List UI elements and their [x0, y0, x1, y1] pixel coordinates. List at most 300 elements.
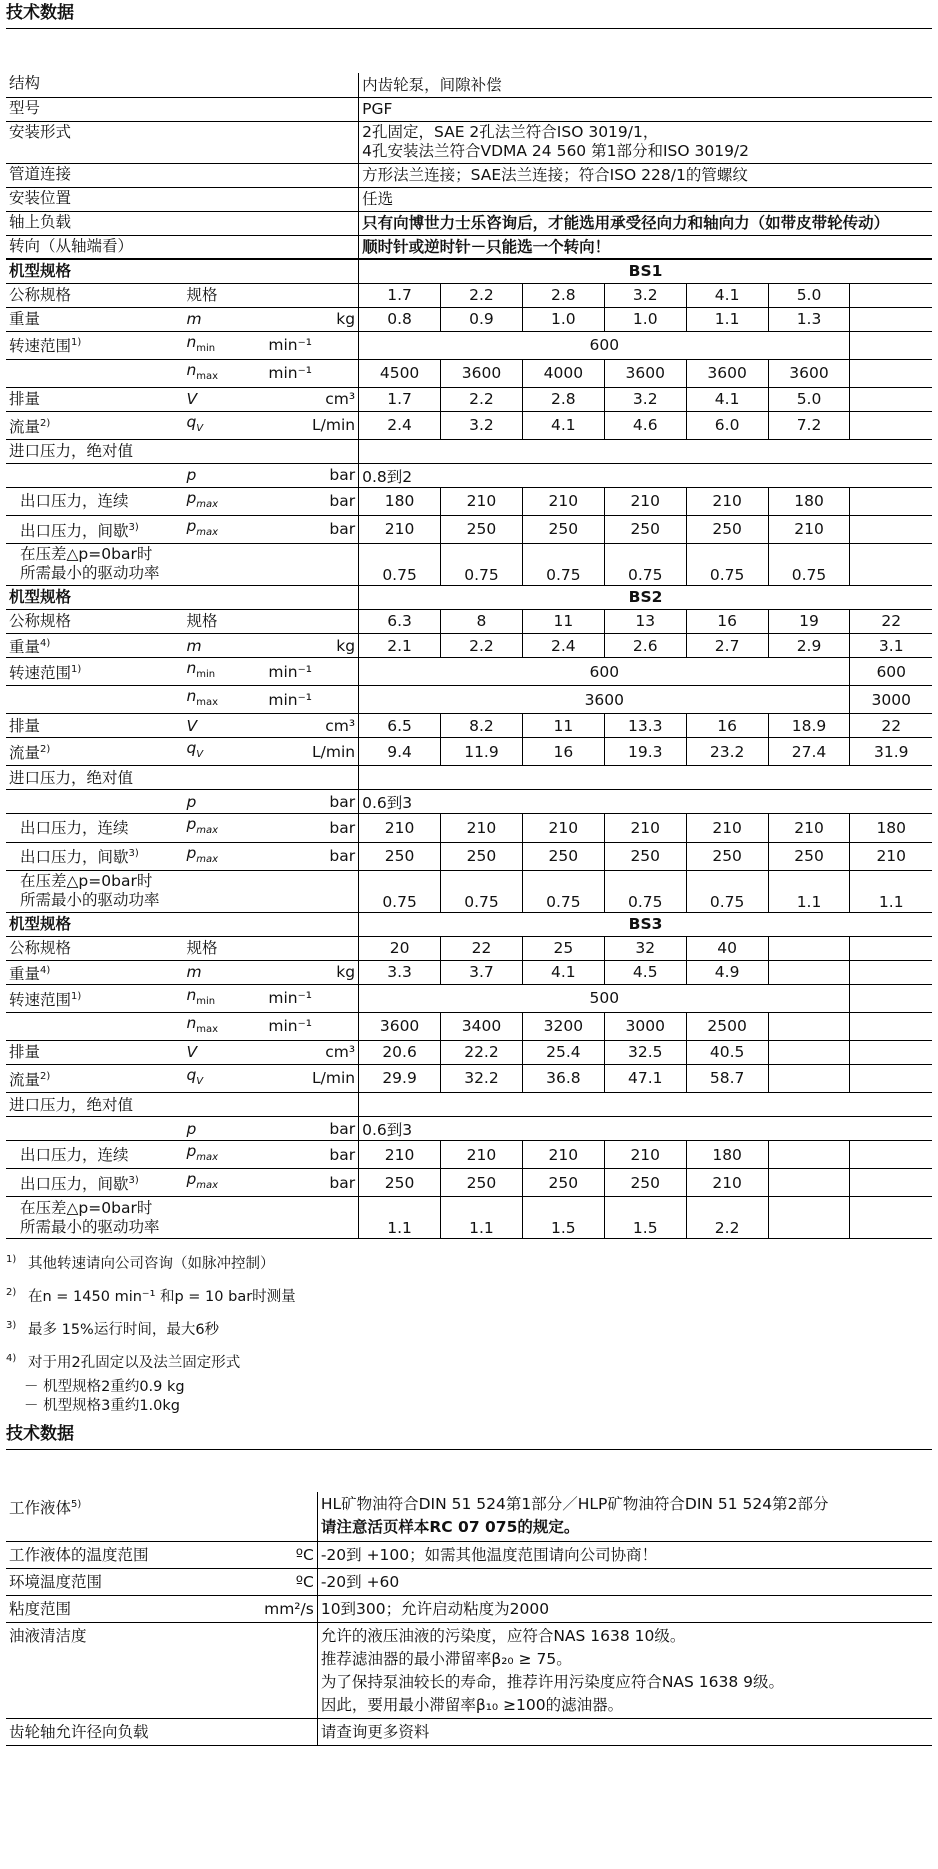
frame-row [6, 259, 932, 283]
row-value: 0.75 [686, 870, 768, 912]
row-value [850, 936, 932, 960]
row-label: 油液清洁度 [6, 1623, 237, 1719]
row-value: 210 [686, 814, 768, 842]
row-value: 2.4 [359, 411, 441, 439]
value-line: 因此，要用最小滞留率β₁₀ ≥100的滤油器。 [320, 1695, 624, 1714]
row-value: 1.7 [359, 283, 441, 307]
row-unit: bar [265, 842, 358, 870]
row-symbol: $n_{max}$ [183, 359, 265, 387]
row-label: 重量 [6, 307, 183, 331]
fluid-row [6, 1596, 932, 1623]
power-label-line: 所需最小的驱动功率 [20, 1217, 160, 1236]
general-row [6, 121, 932, 163]
row-value [768, 1040, 850, 1064]
row-value: 210 [522, 814, 604, 842]
row-value: 210 [604, 814, 686, 842]
row-value: 3200 [522, 1012, 604, 1040]
row-unit: cm³ [265, 714, 358, 738]
row-value: 1.0 [604, 307, 686, 331]
row-value: 0.6到3 [359, 1117, 932, 1141]
fluid-row [6, 1623, 932, 1719]
footnote-sub: － 机型规格2重约0.9 kg [24, 1378, 185, 1395]
row-value [359, 1093, 932, 1117]
general-row [6, 73, 932, 97]
row-value [768, 1141, 850, 1169]
row-label [6, 359, 183, 387]
row-value: 210 [441, 1141, 523, 1169]
row-value: 0.75 [768, 543, 850, 585]
power-row [6, 870, 932, 912]
row-value [850, 411, 932, 439]
row-value: 0.75 [604, 870, 686, 912]
row-value: 4.1 [686, 387, 768, 411]
row-value: 4.5 [604, 960, 686, 984]
row-value: 210 [359, 515, 441, 543]
size-row [6, 936, 932, 960]
row-symbol: 规格 [183, 283, 265, 307]
row-value: 16 [522, 738, 604, 766]
fluid-row [6, 1492, 932, 1542]
row-value: 2.2 [686, 1197, 768, 1239]
value-line: 4孔安装法兰符合VDMA 24 560 第1部分和ISO 3019/2 [362, 142, 750, 160]
footnotes [6, 1249, 932, 1416]
row-value: 40 [686, 936, 768, 960]
row-value: 2.2 [441, 283, 523, 307]
row-value: 3600 [686, 359, 768, 387]
row-value: 22 [850, 609, 932, 633]
row-value: 0.75 [359, 543, 441, 585]
general-row [6, 187, 932, 211]
general-row [6, 211, 932, 235]
frame-label: 机型规格 [6, 585, 359, 609]
footnote-text: 其他转速请向公司咨询（如脉冲控制） [28, 1256, 275, 1273]
inlet-row [6, 1117, 932, 1141]
row-value: 0.75 [522, 543, 604, 585]
row-unit: ºC [237, 1569, 317, 1596]
row-value: 47.1 [604, 1064, 686, 1092]
section-title-2: 技术数据 [6, 1423, 74, 1444]
row-value: 180 [359, 487, 441, 515]
row-value [768, 960, 850, 984]
row-value: 1.5 [604, 1197, 686, 1239]
row-value: 3000 [850, 686, 932, 714]
row-value: 3600 [768, 359, 850, 387]
row-symbol: $p_{max}$ [183, 814, 265, 842]
pressure-int-row [6, 515, 932, 543]
row-unit: min⁻¹ [265, 686, 358, 714]
row-label [6, 870, 359, 912]
footnote-ref: 3) [128, 1175, 139, 1187]
row-value [850, 331, 932, 359]
pressure-cont-row [6, 1141, 932, 1169]
row-unit: bar [265, 487, 358, 515]
row-value: 210 [522, 487, 604, 515]
mass-row [6, 633, 932, 657]
footnote-ref: 4) [40, 964, 51, 976]
row-value: 1.7 [359, 387, 441, 411]
size-row [6, 609, 932, 633]
row-value: 210 [441, 814, 523, 842]
pressure-int-row [6, 1169, 932, 1197]
row-value: 210 [522, 1141, 604, 1169]
row-label [6, 1197, 359, 1239]
row-label: 重量$^{4)}$ [6, 960, 183, 984]
row-label [6, 790, 183, 814]
row-value: 210 [850, 842, 932, 870]
row-value: 0.9 [441, 307, 523, 331]
row-label: 排量 [6, 714, 183, 738]
row-value: 1.5 [522, 1197, 604, 1239]
inlet-label-row [6, 766, 932, 790]
footnote-ref: 1) [71, 990, 82, 1002]
power-row [6, 543, 932, 585]
row-value: 210 [604, 487, 686, 515]
footnote-ref: 2) [40, 744, 51, 756]
row-value: 2.1 [359, 633, 441, 657]
row-symbol: $q_V$ [183, 1064, 265, 1092]
row-value: 210 [686, 1169, 768, 1197]
row-value: 250 [686, 842, 768, 870]
row-value: 250 [522, 515, 604, 543]
row-unit: min⁻¹ [265, 658, 358, 686]
row-value: 只有向博世力士乐咨询后，才能选用承受径向力和轴向力（如带皮带轮传动） [359, 211, 932, 235]
footnote [6, 1348, 932, 1374]
row-label: 公称规格 [6, 609, 183, 633]
row-unit: ºC [237, 1542, 317, 1569]
footnote-ref: 2) [40, 417, 51, 429]
row-value: 11 [522, 609, 604, 633]
row-value [768, 1064, 850, 1092]
row-unit: min⁻¹ [265, 331, 358, 359]
power-label-line: 在压差△p=0bar时 [20, 872, 153, 891]
row-value: 19 [768, 609, 850, 633]
inlet-label-row [6, 1093, 932, 1117]
row-value [850, 543, 932, 585]
title-rule-2 [6, 1449, 932, 1450]
row-value: 2.6 [604, 633, 686, 657]
footnote-number: 1) [6, 1254, 17, 1266]
row-label: 安装形式 [6, 121, 359, 163]
mass-row [6, 960, 932, 984]
row-value: 27.4 [768, 738, 850, 766]
row-value: 22 [850, 714, 932, 738]
row-unit [237, 1623, 317, 1719]
row-unit: min⁻¹ [265, 984, 358, 1012]
row-label: 出口压力，间歇$^{3)}$ [6, 515, 183, 543]
row-value [359, 121, 932, 163]
row-value: 250 [604, 1169, 686, 1197]
frame-label: 机型规格 [6, 912, 359, 936]
row-value: 0.75 [441, 543, 523, 585]
row-label: 齿轮轴允许径向负载 [6, 1719, 237, 1746]
value-line: 请注意活页样本RC 07 075的规定。 [320, 1518, 580, 1537]
row-value [359, 766, 932, 790]
displacement-row [6, 714, 932, 738]
row-value: 6.0 [686, 411, 768, 439]
title-rule [6, 28, 932, 29]
row-symbol: $q_V$ [183, 411, 265, 439]
row-label: 转速范围$^{1)}$ [6, 658, 183, 686]
row-value: 250 [441, 1169, 523, 1197]
row-value: 1.1 [686, 307, 768, 331]
frame-row [6, 585, 932, 609]
footnote-number: 4) [6, 1352, 17, 1364]
row-value: 1.1 [768, 870, 850, 912]
row-symbol: $p_{max}$ [183, 842, 265, 870]
row-value: 4000 [522, 359, 604, 387]
row-unit: cm³ [265, 387, 358, 411]
row-value: PGF [359, 97, 932, 121]
row-value: 31.9 [850, 738, 932, 766]
row-value: 1.1 [441, 1197, 523, 1239]
row-value [317, 1492, 932, 1542]
row-value [850, 1012, 932, 1040]
row-value: 4.1 [522, 411, 604, 439]
row-symbol: p [183, 790, 265, 814]
row-label: 工作液体的温度范围 [6, 1542, 237, 1569]
footnote-ref: 3) [128, 848, 139, 860]
row-symbol: $n_{min}$ [183, 658, 265, 686]
flow-row [6, 411, 932, 439]
speed-min-row [6, 658, 932, 686]
displacement-row [6, 1040, 932, 1064]
row-value: 180 [850, 814, 932, 842]
value-line: -20到 +60 [320, 1572, 400, 1591]
row-symbol: $q_V$ [183, 738, 265, 766]
general-row [6, 97, 932, 121]
row-value: 任选 [359, 187, 932, 211]
row-value: 3600 [604, 359, 686, 387]
row-symbol: p [183, 463, 265, 487]
footnote-text: 最多 15%运行时间，最大6秒 [28, 1321, 220, 1338]
row-unit: min⁻¹ [265, 1012, 358, 1040]
row-label: 排量 [6, 387, 183, 411]
footnote-ref: 2) [40, 1070, 51, 1082]
row-symbol: p [183, 1117, 265, 1141]
row-value: 3400 [441, 1012, 523, 1040]
spec-table [6, 73, 932, 1239]
row-value: 3600 [441, 359, 523, 387]
row-value: 1.1 [359, 1197, 441, 1239]
row-symbol: $n_{min}$ [183, 331, 265, 359]
row-value: 250 [522, 842, 604, 870]
row-value: 3.2 [604, 283, 686, 307]
row-value: 40.5 [686, 1040, 768, 1064]
row-unit [265, 936, 358, 960]
inlet-label-row [6, 439, 932, 463]
row-symbol: $n_{max}$ [183, 1012, 265, 1040]
row-value: 内齿轮泵，间隙补偿 [359, 73, 932, 97]
row-label: 进口压力，绝对值 [6, 439, 359, 463]
row-symbol: m [183, 960, 265, 984]
row-value [768, 1197, 850, 1239]
row-symbol: $p_{max}$ [183, 487, 265, 515]
row-value: 8 [441, 609, 523, 633]
row-unit: bar [265, 790, 358, 814]
row-unit: kg [265, 960, 358, 984]
row-symbol: $n_{min}$ [183, 984, 265, 1012]
row-unit [237, 1492, 317, 1542]
row-value: 210 [686, 487, 768, 515]
row-value: 250 [686, 515, 768, 543]
row-value: 0.75 [604, 543, 686, 585]
row-value [850, 960, 932, 984]
row-value: 210 [359, 1141, 441, 1169]
general-row [6, 163, 932, 187]
row-label: 转向（从轴端看） [6, 235, 359, 259]
row-value: 23.2 [686, 738, 768, 766]
row-unit: bar [265, 463, 358, 487]
frame-label: 机型规格 [6, 259, 359, 283]
footnote [6, 1282, 932, 1308]
row-value [850, 487, 932, 515]
value-line: -20到 +100；如需其他温度范围请向公司协商！ [320, 1545, 658, 1564]
value-line: 10到300；允许启动粘度为2000 [320, 1599, 550, 1618]
general-row [6, 235, 932, 259]
row-unit: bar [265, 814, 358, 842]
row-label: 出口压力，连续 [6, 487, 183, 515]
row-label: 安装位置 [6, 187, 359, 211]
row-unit: mm²/s [237, 1596, 317, 1623]
row-value: 11.9 [441, 738, 523, 766]
row-value: 5.0 [768, 283, 850, 307]
row-value: 250 [604, 515, 686, 543]
speed-max-row [6, 686, 932, 714]
row-label [6, 463, 183, 487]
row-value: 250 [441, 515, 523, 543]
row-value: 2.2 [441, 387, 523, 411]
row-symbol: V [183, 1040, 265, 1064]
row-unit: L/min [265, 738, 358, 766]
row-value: 18.9 [768, 714, 850, 738]
row-value: 19.3 [604, 738, 686, 766]
row-value: 210 [768, 814, 850, 842]
row-value: 方形法兰连接；SAE法兰连接；符合ISO 228/1的管螺纹 [359, 163, 932, 187]
row-value: 600 [359, 331, 850, 359]
row-value: 4.1 [522, 960, 604, 984]
row-label: 结构 [6, 73, 359, 97]
row-value: 180 [768, 487, 850, 515]
footnote-ref: 1) [71, 337, 82, 349]
row-unit: bar [265, 1117, 358, 1141]
row-unit: min⁻¹ [265, 359, 358, 387]
row-symbol: $p_{max}$ [183, 515, 265, 543]
row-value: 210 [768, 515, 850, 543]
row-value: 顺时针或逆时针－只能选一个转向！ [359, 235, 932, 259]
fluid-table [6, 1492, 932, 1747]
row-value [768, 1012, 850, 1040]
speed-min-row [6, 984, 932, 1012]
row-value: 3.2 [441, 411, 523, 439]
value-line: 为了保持泵油较长的寿命，推荐许用污染度应符合NAS 1638 9级。 [320, 1672, 785, 1691]
power-label-line: 所需最小的驱动功率 [20, 564, 160, 583]
row-symbol: V [183, 714, 265, 738]
inlet-row [6, 463, 932, 487]
row-value: 600 [359, 658, 850, 686]
row-value: 3.7 [441, 960, 523, 984]
size-row [6, 283, 932, 307]
row-label: 环境温度范围 [6, 1569, 237, 1596]
row-label [6, 543, 359, 585]
row-label: 出口压力，连续 [6, 1141, 183, 1169]
row-label: 轴上负载 [6, 211, 359, 235]
row-value: 210 [359, 814, 441, 842]
row-value: 6.3 [359, 609, 441, 633]
row-value [850, 1141, 932, 1169]
row-value: 7.2 [768, 411, 850, 439]
row-value: 1.0 [522, 307, 604, 331]
row-value: 4.1 [686, 283, 768, 307]
frame-name: BS3 [359, 912, 932, 936]
row-symbol: m [183, 633, 265, 657]
row-unit [265, 609, 358, 633]
row-unit: kg [265, 307, 358, 331]
row-label: 进口压力，绝对值 [6, 766, 359, 790]
row-label: 工作液体$^{5)}$ [6, 1492, 237, 1542]
row-value: 13.3 [604, 714, 686, 738]
footnote-ref: 5) [71, 1498, 82, 1510]
value-line: HL矿物油符合DIN 51 524第1部分／HLP矿物油符合DIN 51 524第2部分 [320, 1495, 829, 1514]
row-value [850, 1169, 932, 1197]
row-value [850, 1064, 932, 1092]
footnote-ref: 3) [128, 521, 139, 533]
row-value: 20 [359, 936, 441, 960]
row-value [850, 1040, 932, 1064]
row-label: 转速范围$^{1)}$ [6, 331, 183, 359]
row-unit [237, 1719, 317, 1746]
speed-max-row [6, 359, 932, 387]
row-value: 2.8 [522, 283, 604, 307]
row-value [850, 1197, 932, 1239]
footnote-sub: － 机型规格3重约1.0kg [24, 1397, 180, 1414]
fluid-row [6, 1569, 932, 1596]
row-label: 重量$^{4)}$ [6, 633, 183, 657]
row-value: 22.2 [441, 1040, 523, 1064]
row-label: 流量$^{2)}$ [6, 738, 183, 766]
row-label: 出口压力，间歇$^{3)}$ [6, 842, 183, 870]
row-unit: L/min [265, 411, 358, 439]
row-label: 管道连接 [6, 163, 359, 187]
row-symbol: V [183, 387, 265, 411]
row-value: 600 [850, 658, 932, 686]
row-value: 29.9 [359, 1064, 441, 1092]
row-value: 4.9 [686, 960, 768, 984]
row-symbol: $n_{max}$ [183, 686, 265, 714]
row-value: 5.0 [768, 387, 850, 411]
row-value: 3000 [604, 1012, 686, 1040]
row-unit: kg [265, 633, 358, 657]
row-value: 0.8到2 [359, 463, 932, 487]
row-value [850, 307, 932, 331]
power-row [6, 1197, 932, 1239]
row-value: 32.5 [604, 1040, 686, 1064]
row-value: 0.75 [441, 870, 523, 912]
flow-row [6, 738, 932, 766]
row-label: 公称规格 [6, 936, 183, 960]
row-label: 出口压力，间歇$^{3)}$ [6, 1169, 183, 1197]
row-value [317, 1542, 932, 1569]
row-symbol: $p_{max}$ [183, 1169, 265, 1197]
row-value: 0.6到3 [359, 790, 932, 814]
row-value [768, 1169, 850, 1197]
pressure-cont-row [6, 814, 932, 842]
row-label: 公称规格 [6, 283, 183, 307]
row-value: 1.1 [850, 870, 932, 912]
footnote-number: 3) [6, 1319, 17, 1331]
row-value: 36.8 [522, 1064, 604, 1092]
row-value: 3600 [359, 1012, 441, 1040]
row-value: 0.75 [686, 543, 768, 585]
